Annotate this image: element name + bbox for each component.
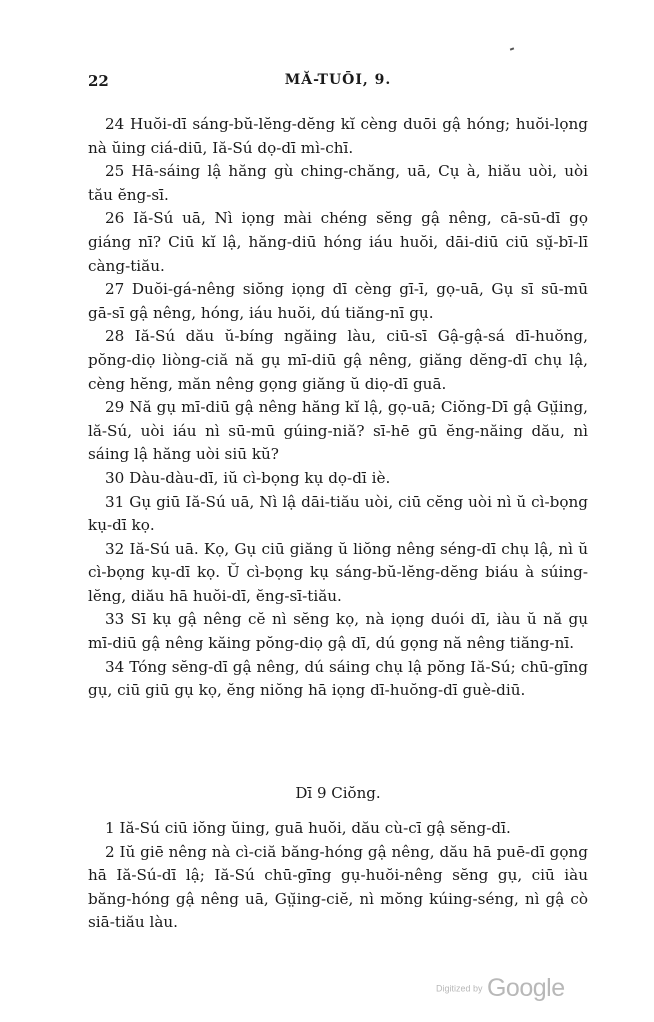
verse-block-chapter-8 bbox=[88, 113, 588, 703]
chapter-heading: Dī 9 Ciŏng. bbox=[295, 784, 381, 802]
verse-33: 33 Sī kụ gậ nêng cĕ nì sĕng kọ, nà iọng duói dī, iàu ŭ nă gụ mī-diū gậ nêng kăing pŏng-diọ gậ dī, dú gọng nă nêng tiăng-nī. bbox=[88, 610, 588, 653]
verse-2: 2 Iŭ giē nêng nà cì-ciă băng-hóng gậ nêng, dău hā puē-dī gọng hā Iă-Sú-dī lậ; Iă-Sú chū-gīng gụ-huŏi-nêng sĕng gụ, ciū iàu băng-hóng gậ nêng uā, Gṳ̆ing-ciĕ, nì mŏng kúing-séng, nì gậ cò siā-tiău làu. bbox=[88, 842, 588, 932]
verse-29: 29 Nă gụ mī-diū gậ nêng hăng kĭ lậ, gọ-uā; Ciŏng-Dī gậ Gṳ̆ing, lă-Sú, uòi iáu nì sū-mū gúing-niă? sī-hē gū ĕng-năing dău, nì sáing lậ hăng uòi siū kŭ? bbox=[88, 398, 588, 464]
page-number: 22 bbox=[88, 72, 109, 90]
verse-25: 25 Hā-sáing lậ hăng gù ching-chăng, uā, Cụ à, hiău uòi, uòi tău ĕng-sī. bbox=[88, 162, 588, 204]
running-title: MĂ-TUŌI, 9. bbox=[284, 72, 392, 88]
google-logo: Google bbox=[486, 974, 565, 1002]
verse-27: 27 Duŏi-gá-nêng siŏng iọng dī cèng gī-ī, gọ-uā, Gụ sī sū-mū gā-sī gậ nêng, hóng, iáu huŏi, dú tiăng-nī gụ. bbox=[88, 280, 588, 322]
verse-1: 1 Iă-Sú ciū iŏng ŭing, guā huŏi, dău cù-cī gậ sĕng-dī. bbox=[105, 819, 511, 837]
verse-30: 30 Dàu-dàu-dī, iŭ cì-bọng kụ dọ-dī iè. bbox=[105, 468, 391, 487]
verse-34: 34 Tóng sĕng-dī gậ nêng, dú sáing chụ lậ pŏng Iă-Sú; chū-gīng gụ, ciū giū gụ kọ, ĕng niŏng hā iọng dī-huŏng-dī guè-diū. bbox=[88, 657, 588, 700]
running-head bbox=[88, 72, 588, 94]
verse-28: 28 Iă-Sú dău ŭ-bíng ngăing làu, ciū-sī Gậ-gậ-sá dī-huŏng, pŏng-diọ liòng-ciă nă gụ mī-diū gậ nêng, giăng dĕng-dī chụ lậ, cèng hĕng, măn nêng gọng giăng ŭ diọ-dī guā. bbox=[88, 327, 588, 393]
digitized-by-label: Digitized by bbox=[436, 983, 483, 994]
scan-speck bbox=[510, 47, 514, 50]
verse-31: 31 Gụ giū Iă-Sú uā, Nì lậ dāi-tiău uòi, ciū cĕng uòi nì ŭ cì-bọng kụ-dī kọ. bbox=[88, 492, 588, 535]
verse-block-chapter-9 bbox=[88, 817, 588, 935]
verse-24: 24 Huŏi-dī sáng-bŭ-lĕng-dĕng kĭ cèng duōi gậ hóng; huŏi-lọng nà ŭing ciá-diū, Iă-Sú dọ-dī mì-chī. bbox=[88, 115, 588, 157]
digitized-watermark bbox=[436, 974, 565, 1003]
verse-32: 32 Iă-Sú uā. Kọ, Gụ ciū giăng ŭ liŏng nêng séng-dī chụ lậ, nì ŭ cì-bọng kụ-dī kọ. Ŭ cì-bọng kụ sáng-bŭ-lĕng-dĕng biáu à súing-lĕng, diău hā huŏi-dī, ĕng-sī-tiău. bbox=[88, 539, 588, 605]
verse-26: 26 Iă-Sú uā, Nì iọng mài chéng sĕng gậ nêng, cā-sū-dī gọ giáng nī? Ciū kĭ lậ, hăng-diū hóng iáu huŏi, dāi-diū ciū sṳ̆-bī-lī càng-tiău. bbox=[88, 209, 588, 275]
